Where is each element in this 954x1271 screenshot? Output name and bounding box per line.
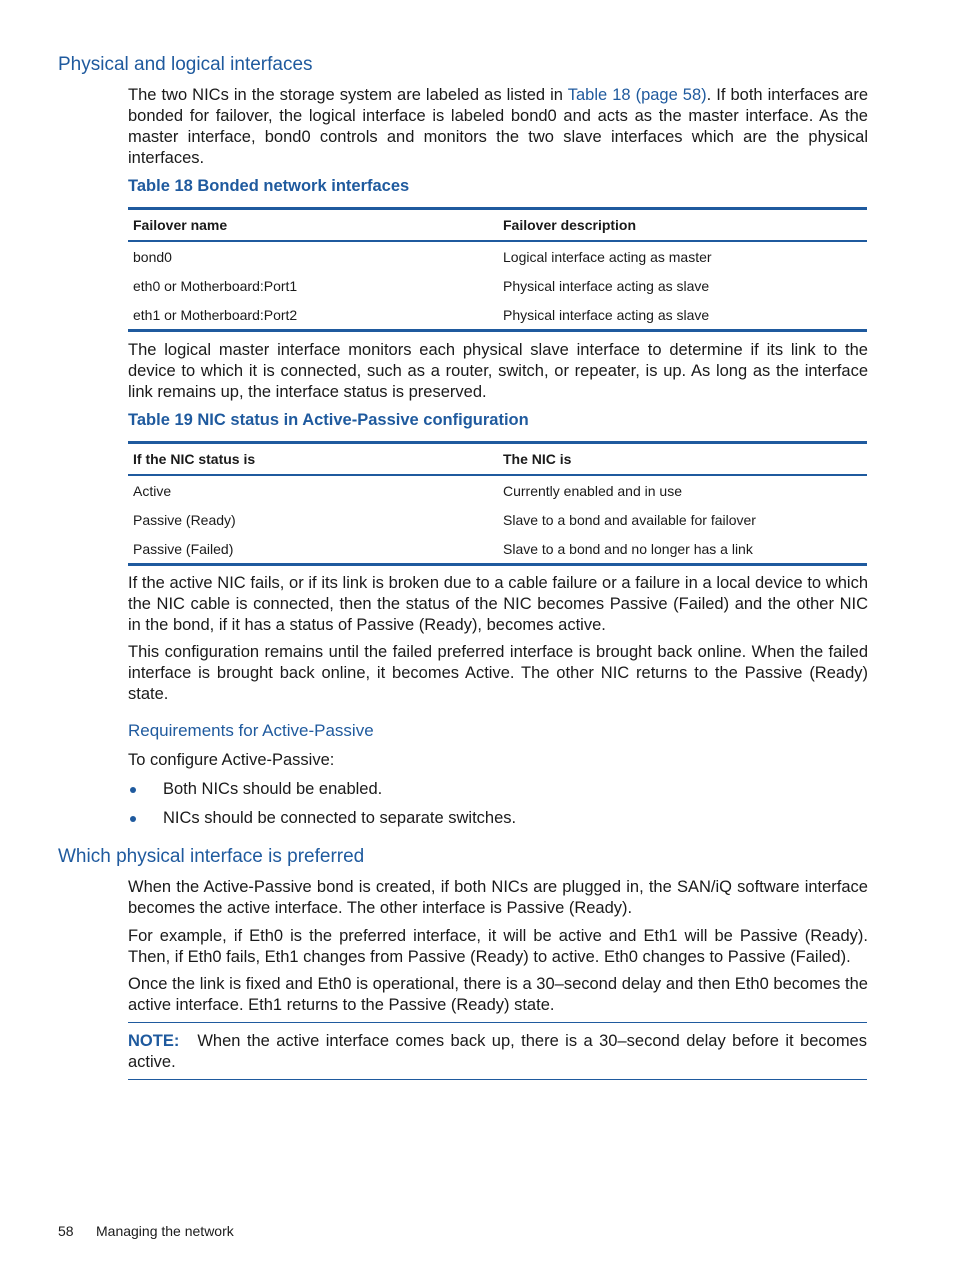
page-number: 58 bbox=[58, 1223, 74, 1239]
table-cell: Logical interface acting as master bbox=[503, 248, 712, 265]
table-18-caption: Table 18 Bonded network interfaces bbox=[128, 177, 410, 195]
note-label: NOTE: bbox=[128, 1032, 180, 1050]
table-cell: bond0 bbox=[133, 248, 172, 265]
table-cell: eth0 or Motherboard:Port1 bbox=[133, 277, 298, 294]
paragraph-configuration-remains: This configuration remains until the failed preferred interface is brought back online. When the failed interface is brought back online, it becomes Active. The other NIC returns to the Passive (Ready) state. bbox=[128, 643, 868, 703]
table-18-link[interactable]: Table 18 (page 58) bbox=[567, 86, 707, 104]
paragraph-nic-labels: The two NICs in the storage system are labeled as listed in Table 18 (page 58). If both interfaces are bonded for failover, the logical interface is labeled bond0 and acts as the master interface. As the master interface, bond0 controls and monitors the two slave interfaces which are the physical interfaces. bbox=[128, 86, 869, 167]
requirements-intro: To configure Active-Passive: bbox=[128, 751, 335, 769]
paragraph-example: For example, if Eth0 is the preferred interface, it will be active and Eth1 will be Passive (Ready). Then, if Eth0 fails, Eth1 changes from Passive (Ready) to active. Eth0 changes to Passive (Failed). bbox=[128, 927, 868, 966]
subsection-heading-requirements: Requirements for Active-Passive bbox=[128, 721, 374, 740]
table-row bbox=[128, 534, 867, 565]
table-row bbox=[128, 300, 867, 331]
footer-chapter: Managing the network bbox=[96, 1223, 234, 1239]
column-header: Failover description bbox=[498, 209, 867, 242]
paragraph-link-fixed: Once the link is fixed and Eth0 is operational, there is a 30–second delay and then Eth0 becomes the active interface. Eth1 returns to the Passive (Ready) state. bbox=[128, 975, 868, 1014]
column-header: If the NIC status is bbox=[128, 443, 498, 476]
table-row bbox=[128, 271, 867, 300]
column-header: Failover name bbox=[128, 209, 498, 242]
table-cell: Passive (Failed) bbox=[128, 534, 498, 565]
table-cell: Slave to a bond and available for failover bbox=[503, 511, 756, 528]
list-item: NICs should be connected to separate switches. bbox=[128, 809, 868, 830]
note-text: When the active interface comes back up, there is a 30–second delay before it becomes active. bbox=[128, 1032, 867, 1071]
paragraph-active-nic-fails: If the active NIC fails, or if its link is broken due to a cable failure or a failure in a local device to which the NIC cable is connected, then the status of the NIC becomes Passive (Failed) and the other NIC in the bond, if it has a status of Passive (Ready), becomes active. bbox=[128, 574, 868, 634]
paragraph-bond-created: When the Active-Passive bond is created, if both NICs are plugged in, the SAN/iQ software interface becomes the active interface. The other interface is Passive (Ready). bbox=[128, 878, 868, 917]
table-row bbox=[128, 241, 867, 271]
list-item: Both NICs should be enabled. bbox=[128, 780, 868, 801]
table-cell: eth1 or Motherboard:Port2 bbox=[128, 300, 498, 331]
table-cell: Currently enabled and in use bbox=[503, 482, 683, 499]
column-header: The NIC is bbox=[498, 443, 867, 476]
paragraph-master-monitors: The logical master interface monitors each physical slave interface to determine if its link to the device to which it is connected, such as a router, switch, or repeater, is up. As long as the interface link remains up, the interface status is preserved. bbox=[128, 341, 868, 401]
bullet-icon bbox=[130, 787, 136, 793]
table-19-nic-status bbox=[128, 441, 867, 566]
table-cell: Physical interface acting as slave bbox=[498, 300, 867, 331]
table-row bbox=[128, 475, 867, 505]
section-heading-preferred-interface: Which physical interface is preferred bbox=[58, 846, 365, 867]
table-cell: Slave to a bond and no longer has a link bbox=[498, 534, 867, 565]
table-18-bonded-interfaces bbox=[128, 207, 867, 332]
bullet-icon bbox=[130, 816, 136, 822]
table-cell: Active bbox=[133, 482, 172, 499]
table-row bbox=[128, 505, 867, 534]
table-header-row bbox=[128, 209, 867, 242]
table-19-caption: Table 19 NIC status in Active-Passive configuration bbox=[128, 411, 529, 429]
note-box bbox=[128, 1022, 867, 1080]
table-cell: Physical interface acting as slave bbox=[503, 277, 710, 294]
section-heading-physical-logical: Physical and logical interfaces bbox=[58, 54, 313, 75]
table-cell: Passive (Ready) bbox=[133, 511, 236, 528]
table-header-row bbox=[128, 443, 867, 476]
